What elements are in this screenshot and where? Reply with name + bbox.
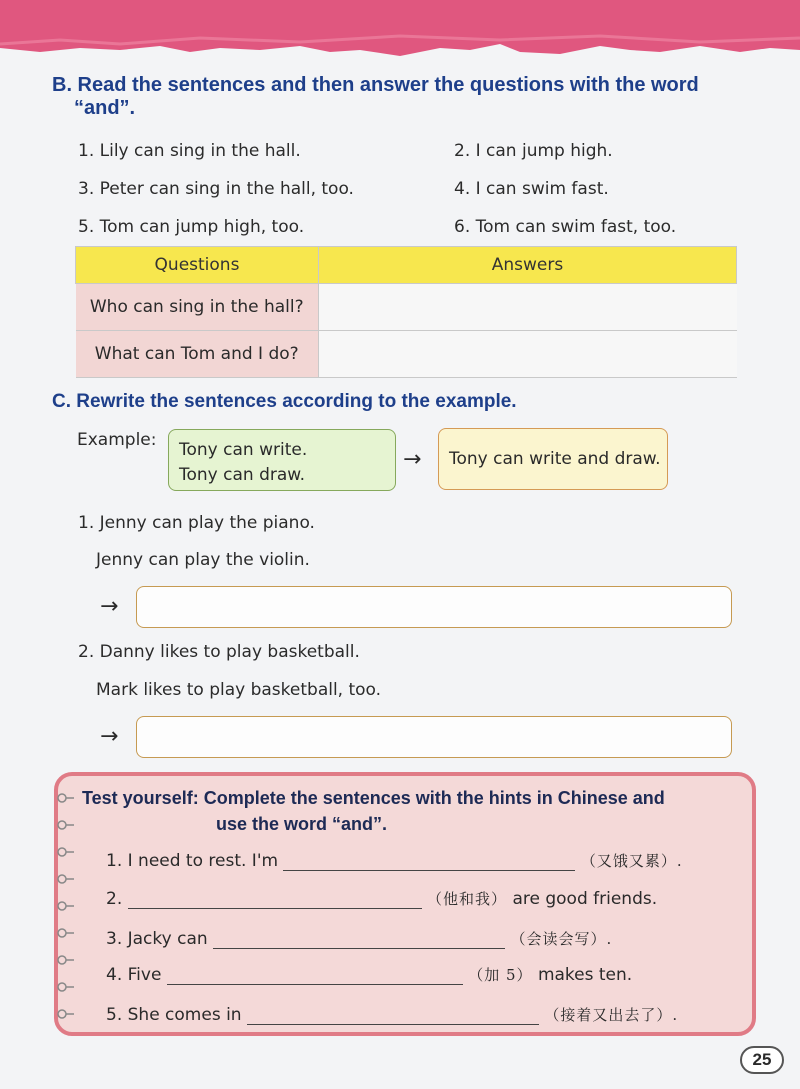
example-answer-text: Tony can write and draw. — [449, 449, 661, 469]
test-item-4-prefix: 4. Five — [106, 965, 162, 985]
test-item-2-hint: （他和我） — [427, 890, 508, 908]
item-1-line-1: 1. Jenny can play the piano. — [78, 513, 315, 533]
example-sentences-box — [168, 429, 396, 491]
test-item-3-blank[interactable] — [213, 930, 505, 949]
test-item-2-suffix: are good friends. — [512, 889, 658, 909]
binder-ring-icon — [57, 981, 75, 993]
test-item-2-prefix: 2. — [106, 889, 123, 909]
test-item-3 — [106, 928, 612, 949]
test-yourself-instruction-line1: Complete the sentences with the hints in Chinese and — [203, 788, 665, 808]
test-item-5-blank[interactable] — [247, 1006, 539, 1025]
sentence-2: 2. I can jump high. — [454, 141, 613, 161]
item-2-answer-box[interactable] — [136, 716, 732, 758]
example-line-2: Tony can draw. — [179, 465, 306, 485]
test-yourself-heading — [82, 788, 665, 809]
example-line-1: Tony can write. — [179, 440, 308, 460]
test-item-2 — [106, 888, 657, 909]
example-answer-box — [438, 428, 668, 490]
table-header-answers: Answers — [319, 247, 737, 284]
sentence-3: 3. Peter can sing in the hall, too. — [78, 179, 354, 199]
question-answer-table — [75, 246, 737, 378]
test-item-4 — [106, 964, 632, 985]
test-item-1-blank[interactable] — [283, 852, 575, 871]
item-1-arrow-icon: → — [100, 594, 119, 619]
sentence-5: 5. Tom can jump high, too. — [78, 217, 305, 237]
table-header-row — [76, 247, 737, 284]
item-1-answer-box[interactable] — [136, 586, 732, 628]
binder-ring-icon — [57, 900, 75, 912]
test-item-3-hint: （会读会写）. — [510, 930, 613, 948]
binder-ring-icon — [57, 1008, 75, 1020]
sentence-1: 1. Lily can sing in the hall. — [78, 141, 301, 161]
binder-ring-icon — [57, 846, 75, 858]
answer-cell[interactable] — [319, 331, 737, 378]
test-item-5-prefix: 5. She comes in — [106, 1005, 242, 1025]
item-2-line-1: 2. Danny likes to play basketball. — [78, 642, 360, 662]
test-item-1-prefix: 1. I need to rest. I'm — [106, 851, 279, 871]
test-item-2-blank[interactable] — [128, 890, 422, 909]
test-item-5 — [106, 1004, 678, 1025]
example-arrow-icon: → — [403, 447, 422, 472]
answer-cell[interactable] — [319, 284, 737, 331]
binder-ring-icon — [57, 873, 75, 885]
section-b-title — [52, 74, 699, 120]
sentence-6: 6. Tom can swim fast, too. — [454, 217, 677, 237]
test-item-4-hint: （加 5） — [468, 966, 533, 984]
section-c-title: C. Rewrite the sentences according to the example. — [52, 391, 517, 412]
test-item-1-hint: （又饿又累）. — [580, 852, 683, 870]
binder-ring-icon — [57, 819, 75, 831]
section-b-title-line1: B. Read the sentences and then answer the questions with the word — [52, 74, 699, 96]
item-1-line-2: Jenny can play the violin. — [96, 550, 310, 570]
header-band-decoration — [0, 0, 800, 70]
sentence-4: 4. I can swim fast. — [454, 179, 609, 199]
test-item-5-hint: （接着又出去了）. — [544, 1006, 679, 1024]
page-number: 25 — [740, 1046, 784, 1074]
item-2-line-2: Mark likes to play basketball, too. — [96, 680, 382, 700]
question-cell: What can Tom and I do? — [76, 331, 319, 378]
item-2-arrow-icon: → — [100, 724, 119, 749]
binder-ring-icon — [57, 954, 75, 966]
test-item-1 — [106, 850, 683, 871]
test-yourself-label: Test yourself: — [82, 788, 199, 808]
binder-ring-icon — [57, 792, 75, 804]
section-b-title-line2: “and”. — [74, 97, 136, 119]
table-row — [76, 331, 737, 378]
table-row — [76, 284, 737, 331]
question-cell: Who can sing in the hall? — [76, 284, 319, 331]
table-header-questions: Questions — [76, 247, 319, 284]
test-item-4-blank[interactable] — [167, 966, 463, 985]
binder-ring-icon — [57, 927, 75, 939]
test-item-3-prefix: 3. Jacky can — [106, 929, 208, 949]
test-item-4-suffix: makes ten. — [537, 965, 633, 985]
test-yourself-instruction-line2: use the word “and”. — [216, 814, 388, 834]
example-label: Example: — [77, 430, 157, 450]
